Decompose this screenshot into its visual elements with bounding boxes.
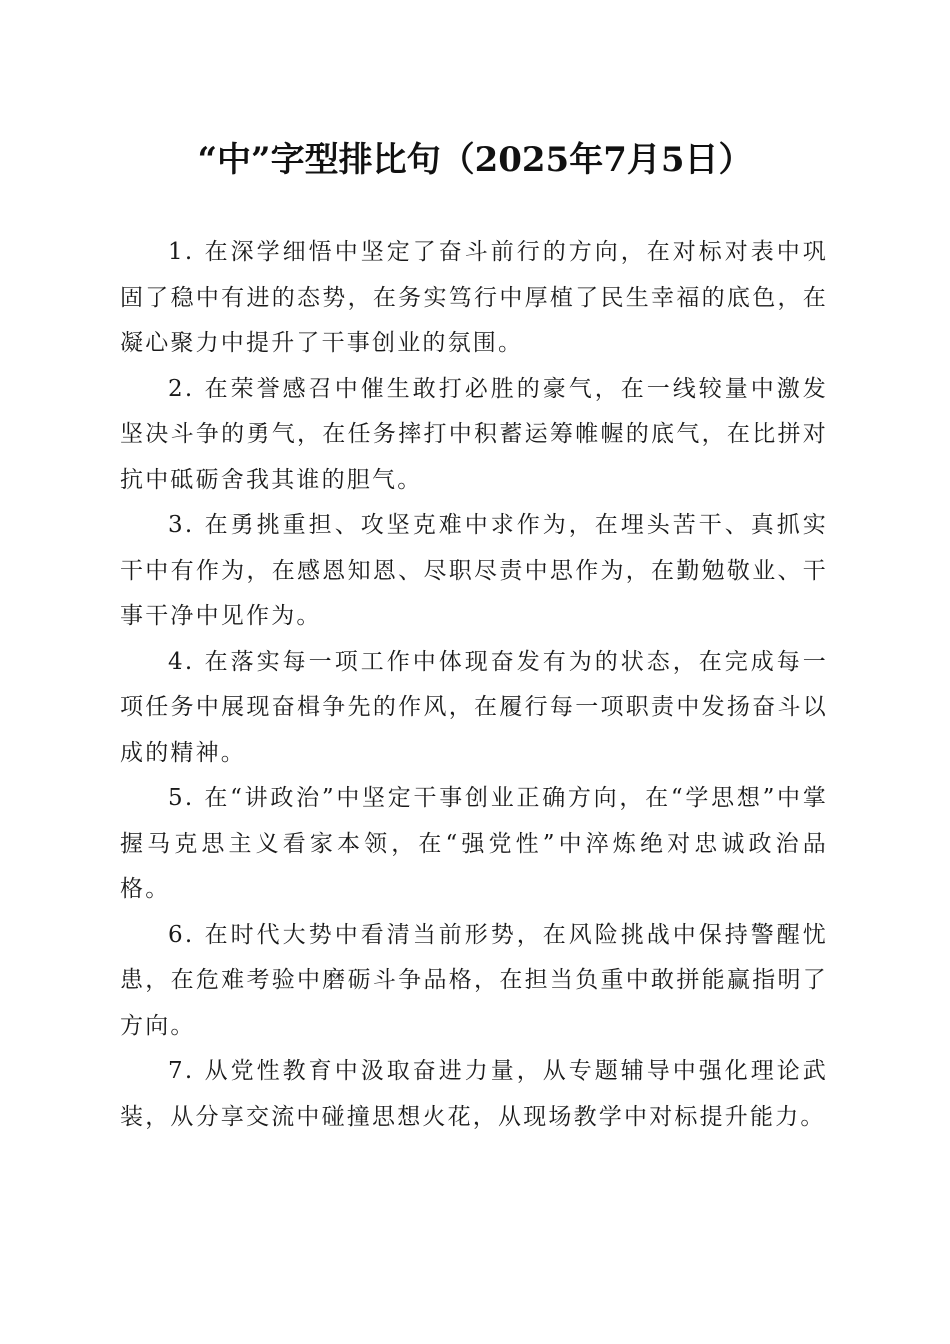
- paragraph-2: 2. 在荣誉感召中催生敢打必胜的豪气，在一线较量中激发坚决斗争的勇气，在任务摔打中积蓄运筹帷幄的底气，在比拼对抗中砥砺舍我其谁的胆气。: [120, 375, 828, 493]
- paragraph-7: 7. 从党性教育中汲取奋进力量，从专题辅导中强化理论武装，从分享交流中碰撞思想火花，从现场教学中对标提升能力。: [120, 1058, 828, 1130]
- paragraph-3: 3. 在勇挑重担、攻坚克难中求作为，在埋头苦干、真抓实干中有作为，在感恩知恩、尽职尽责中思作为，在勤勉敬业、干事干净中见作为。: [120, 512, 828, 629]
- document-body: [120, 230, 828, 1140]
- paragraph-6: 6. 在时代大势中看清当前形势，在风险挑战中保持警醒忧患，在危难考验中磨砺斗争品格，在担当负重中敢拼能赢指明了方向。: [120, 921, 828, 1039]
- page-title: “中”字型排比句（2025年7月5日）: [197, 140, 753, 180]
- paragraph-1: 1. 在深学细悟中坚定了奋斗前行的方向，在对标对表中巩固了稳中有进的态势，在务实笃行中厚植了民生幸福的底色，在凝心聚力中提升了干事创业的氛围。: [120, 239, 828, 356]
- paragraph-4: 4. 在落实每一项工作中体现奋发有为的状态，在完成每一项任务中展现奋楫争先的作风，在履行每一项职责中发扬奋斗以成的精神。: [120, 648, 828, 766]
- paragraph-5: 5. 在“讲政治”中坚定干事创业正确方向，在“学思想”中掌握马克思主义看家本领，在“强党性”中淬炼绝对忠诚政治品格。: [120, 785, 828, 902]
